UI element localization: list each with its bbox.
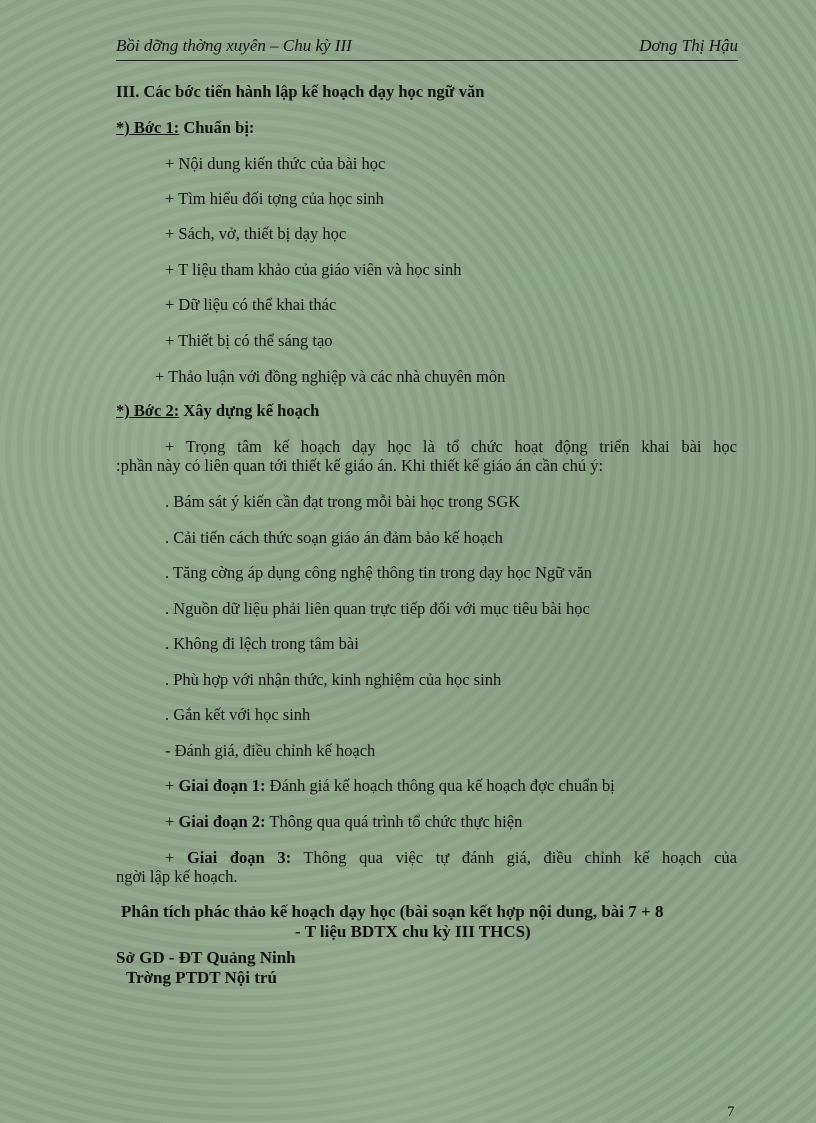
step2-paragraph-line2: :phần này có liên quan tới thiết kế giáo án. Khi thiết kế giáo án cần chú ý: — [116, 456, 604, 475]
analysis-title-line2: - T liệu BDTX chu kỳ III THCS) — [295, 922, 531, 941]
step2-label: *) Bớc 2: — [116, 401, 180, 420]
list-item: + Thiết bị có thể sáng tạo — [165, 331, 333, 350]
list-item: . Phù hợp với nhận thức, kinh nghiệm của học sinh — [165, 670, 502, 689]
stage-2-prefix: + — [165, 812, 179, 831]
stage-3-prefix: + — [165, 848, 187, 867]
list-item: + Sách, vở, thiết bị dạy học — [165, 224, 347, 243]
list-item: + Thảo luận với đồng nghiệp và các nhà chuyên môn — [155, 367, 506, 386]
page-number: 7 — [727, 1104, 735, 1120]
stage-2-label: Giai đoạn 2: — [178, 812, 266, 831]
stage-3-label: Giai đoạn 3: — [186, 848, 292, 867]
step2-paragraph-line1: + Trọng tâm kế hoạch dạy học là tổ chức hoạt động triển khai bài học — [165, 437, 737, 456]
department-name: Sở GD - ĐT Quảng Ninh — [116, 948, 296, 967]
list-item: . Tăng cờng áp dụng công nghệ thông tin trong dạy học Ngữ văn — [165, 563, 593, 582]
stage-2 — [165, 812, 522, 832]
step1-label: *) Bớc 1: — [116, 118, 180, 137]
list-item: + Tìm hiểu đối tợng của học sinh — [165, 189, 384, 208]
stage-1-prefix: + — [165, 776, 179, 795]
stage-1-text: Đánh giá kế hoạch thông qua kế hoạch đợc chuẩn bị — [265, 776, 615, 795]
evaluation-heading: - Đánh giá, điều chỉnh kế hoạch — [165, 741, 376, 760]
list-item: + Dữ liệu có thể khai thác — [165, 295, 337, 314]
list-item: . Cải tiến cách thức soạn giáo án đảm bảo kế hoạch — [165, 528, 503, 547]
header-course-title: Bồi dỡng thờng xuyên – Chu kỳ III — [116, 36, 352, 55]
school-name: Trờng PTDT Nội trú — [126, 968, 277, 987]
step2-heading — [116, 401, 319, 421]
step2-title: Xây dựng kế hoạch — [179, 401, 320, 420]
stage-1 — [165, 776, 615, 796]
stage-2-text: Thông qua quá trình tổ chức thực hiện — [265, 812, 523, 831]
section-title: III. Các bớc tiến hành lập kế hoạch dạy học ngữ văn — [116, 82, 485, 101]
list-item: + T liệu tham khảo của giáo viên và học sinh — [165, 260, 462, 279]
list-item: . Nguồn dữ liệu phải liên quan trực tiếp đối với mục tiêu bài học — [165, 599, 590, 618]
stage-3 — [165, 848, 737, 868]
stage-3-text: Thông qua việc tự đánh giá, điều chỉnh kế hoạch của — [291, 848, 737, 867]
list-item: . Gắn kết với học sinh — [165, 705, 311, 724]
list-item: . Bám sát ý kiến cần đạt trong mỗi bài học trong SGK — [165, 492, 521, 511]
step1-heading — [116, 118, 254, 138]
list-item: + Nội dung kiến thức của bài học — [165, 154, 386, 173]
step1-title: Chuẩn bị: — [179, 118, 255, 137]
list-item: . Không đi lệch trong tâm bài — [165, 634, 359, 653]
stage-1-label: Giai đoạn 1: — [178, 776, 266, 795]
header-author: Dơng Thị Hậu — [639, 36, 738, 55]
page-header — [116, 34, 738, 61]
analysis-title-line1: Phân tích phác thảo kế hoạch dạy học (bài soạn kết hợp nội dung, bài 7 + 8 — [121, 902, 664, 921]
stage-3-continuation: ngời lập kế hoạch. — [116, 867, 238, 886]
